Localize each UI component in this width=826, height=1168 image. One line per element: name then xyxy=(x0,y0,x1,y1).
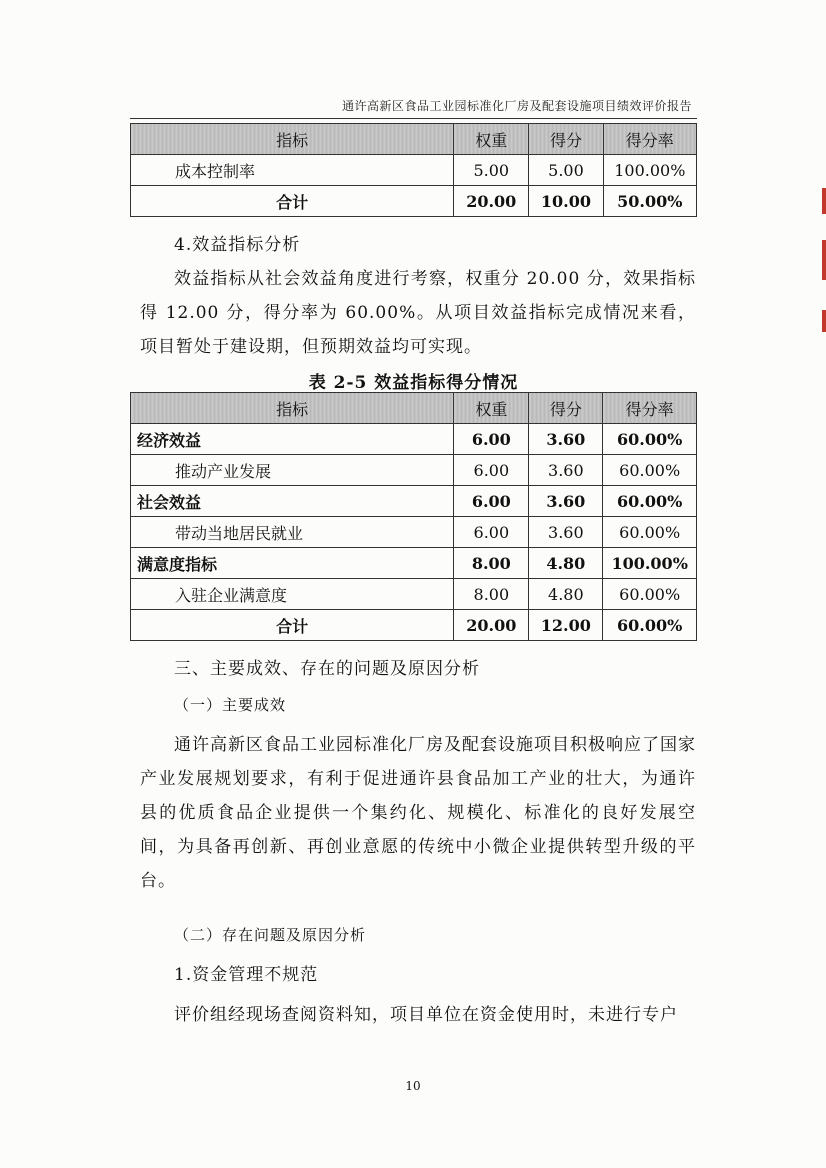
total-row xyxy=(131,610,697,641)
section-4-paragraph: 效益指标从社会效益角度进行考察，权重分 20.00 分，效果指标得 12.00 分，得分率为 60.00%。从项目效益指标完成情况来看，项目暂处于建设期，但预期效益均可实现。 xyxy=(140,269,696,357)
weight-cell: 8.00 xyxy=(454,548,529,579)
table-row-category xyxy=(131,486,697,517)
indicator-name: 推动产业发展 xyxy=(131,455,454,486)
col-score: 得分 xyxy=(529,124,603,155)
weight-cell: 6.00 xyxy=(454,455,529,486)
rate-cell: 100.00% xyxy=(603,155,696,186)
total-rate: 60.00% xyxy=(603,610,697,641)
col-indicator: 指标 xyxy=(131,124,454,155)
rate-cell: 60.00% xyxy=(603,424,697,455)
rate-cell: 100.00% xyxy=(603,548,697,579)
indicator-name: 成本控制率 xyxy=(131,155,454,186)
table-header-row xyxy=(131,124,697,155)
header-rule xyxy=(130,118,697,119)
edge-mark xyxy=(822,240,826,280)
benefit-table xyxy=(130,392,697,641)
score-cell: 4.80 xyxy=(529,548,603,579)
total-row xyxy=(131,186,697,217)
score-cell: 3.60 xyxy=(529,517,603,548)
indicator-name: 入驻企业满意度 xyxy=(131,579,454,610)
score-cell: 3.60 xyxy=(529,424,603,455)
total-weight: 20.00 xyxy=(454,186,529,217)
table-row xyxy=(131,455,697,486)
weight-cell: 8.00 xyxy=(454,579,529,610)
table-caption: 表 2-5 效益指标得分情况 xyxy=(308,373,519,393)
table-row xyxy=(131,517,697,548)
page-number: 10 xyxy=(405,1079,421,1093)
running-header: 通许高新区食品工业园标准化厂房及配套设施项目绩效评价报告 xyxy=(341,99,692,113)
col-weight: 权重 xyxy=(454,393,529,424)
score-cell: 3.60 xyxy=(529,486,603,517)
total-label: 合计 xyxy=(131,186,454,217)
col-indicator: 指标 xyxy=(131,393,454,424)
category-name: 社会效益 xyxy=(131,486,454,517)
total-label: 合计 xyxy=(131,610,454,641)
rate-cell: 60.00% xyxy=(603,517,697,548)
rate-cell: 60.00% xyxy=(603,455,697,486)
weight-cell: 6.00 xyxy=(454,424,529,455)
score-cell: 5.00 xyxy=(529,155,603,186)
col-rate: 得分率 xyxy=(603,393,697,424)
col-rate: 得分率 xyxy=(603,124,696,155)
table-row xyxy=(131,579,697,610)
weight-cell: 5.00 xyxy=(454,155,529,186)
total-weight: 20.00 xyxy=(454,610,529,641)
rate-cell: 60.00% xyxy=(603,486,697,517)
score-cell: 3.60 xyxy=(529,455,603,486)
score-cell: 4.80 xyxy=(529,579,603,610)
table-row-category xyxy=(131,548,697,579)
total-rate: 50.00% xyxy=(603,186,696,217)
problem-paragraph: 评价组经现场查阅资料知，项目单位在资金使用时，未进行专户 xyxy=(174,1005,678,1025)
edge-mark xyxy=(822,310,826,332)
category-name: 满意度指标 xyxy=(131,548,454,579)
table-row-category xyxy=(131,424,697,455)
total-score: 12.00 xyxy=(529,610,603,641)
rate-cell: 60.00% xyxy=(603,579,697,610)
category-name: 经济效益 xyxy=(131,424,454,455)
section-heading-3: 三、主要成效、存在的问题及原因分析 xyxy=(174,659,480,679)
weight-cell: 6.00 xyxy=(454,486,529,517)
section-heading-4: 4.效益指标分析 xyxy=(174,235,301,255)
table-row xyxy=(131,155,697,186)
problem-heading-1: 1.资金管理不规范 xyxy=(174,965,319,985)
achievements-paragraph: 通许高新区食品工业园标准化厂房及配套设施项目积极响应了国家产业发展规划要求，有利于促进通许县食品加工产业的壮大，为通许县的优质食品企业提供一个集约化、规模化、标准化的良好发展空间，为具备再创新、再创业意愿的传统中小微企业提供转型升级的平台。 xyxy=(140,735,696,891)
subheading-achievements: （一）主要成效 xyxy=(174,696,287,714)
col-score: 得分 xyxy=(529,393,603,424)
table-header-row xyxy=(131,393,697,424)
weight-cell: 6.00 xyxy=(454,517,529,548)
col-weight: 权重 xyxy=(454,124,529,155)
cost-table xyxy=(130,123,697,217)
edge-mark xyxy=(822,188,826,214)
subheading-problems: （二）存在问题及原因分析 xyxy=(174,926,367,944)
total-score: 10.00 xyxy=(529,186,603,217)
indicator-name: 带动当地居民就业 xyxy=(131,517,454,548)
